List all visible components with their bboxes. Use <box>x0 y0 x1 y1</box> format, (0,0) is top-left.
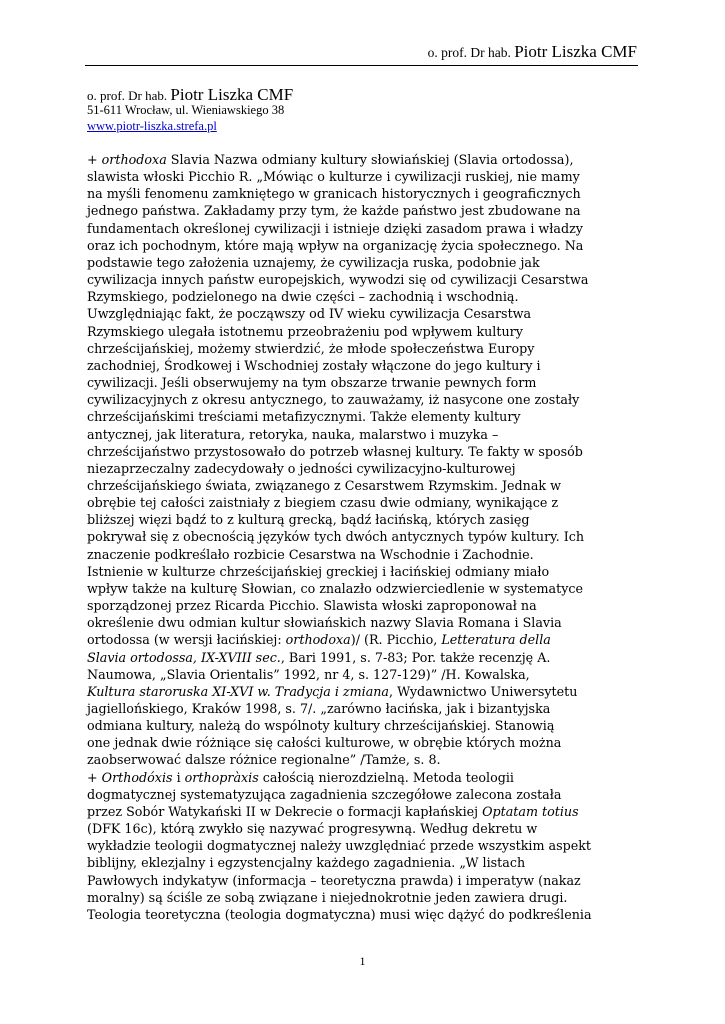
italic-text: orthodoxa <box>285 632 351 648</box>
text-line <box>87 237 638 254</box>
text-segment: jagiellońskiego, Kraków 1998, s. 7/. „zarówno łacińska, jak i bizantyjska <box>87 701 551 716</box>
text-line <box>87 305 638 322</box>
text-line <box>87 168 638 185</box>
text-segment: + <box>87 152 102 167</box>
text-segment: chrześcijańskimi treściami metafizycznymi. Także elementy kultury <box>87 409 521 425</box>
italic-text: Kultura staroruska XI-XVI w. Tradycja i zmiana <box>87 683 389 699</box>
text-segment: wykładzie teologii dogmatycznej należy uwzględniać przede wszystkim aspekt <box>87 838 592 854</box>
text-segment: one jednak dwie różniące się całości kulturowe, w obrębie których można <box>87 735 562 751</box>
text-line <box>87 254 638 271</box>
running-header <box>428 42 637 62</box>
italic-text: orthopràxis <box>184 769 259 785</box>
text-segment: antycznej, jak literatura, retoryka, nauka, malarstwo i muzyka – <box>87 426 499 442</box>
text-line <box>87 391 638 408</box>
author-prefix: o. prof. Dr hab. <box>87 88 168 103</box>
author-address: 51-611 Wrocław, ul. Wieniawskiego 38 <box>87 103 285 117</box>
text-line <box>87 443 638 460</box>
text-segment: dogmatycznej systematyzująca zagadnienia szczegółowe zalecona została <box>87 786 562 802</box>
text-segment: , Wydawnictwo Uniwersytetu <box>389 683 578 699</box>
text-segment: Rzymskiego ulegała istotnemu przeobrażeniu pod wpływem kultury <box>87 323 523 339</box>
header-prefix: o. prof. Dr hab. <box>427 45 511 60</box>
text-segment: jednego państwa. Zakładamy przy tym, że każde państwo jest zbudowane na <box>87 203 581 219</box>
text-segment: slawista włoski Picchio R. „Mówiąc o kulturze i cywilizacji ruskiej, nie mamy <box>87 169 580 185</box>
text-line <box>87 271 638 288</box>
text-segment: Naumowa, „Slavia Orientalis” 1992, nr 4, s. 127-129)” /H. Kowalska, <box>87 666 530 682</box>
text-line <box>87 717 638 734</box>
text-segment: chrześcijańskiego świata, związanego z Cesarstwem Rzymskim. Jednak w <box>87 477 561 493</box>
italic-text: orthodoxa <box>101 152 167 167</box>
italic-text: Slavia ortodossa, IX-XVIII sec. <box>87 649 281 665</box>
author-name: Piotr Liszka CMF <box>170 85 294 104</box>
text-segment: pokrywał się z obecnością języków tych dwóch antycznych typów kultury. Ich <box>87 529 585 545</box>
italic-text: Letteratura della <box>441 632 551 648</box>
text-line <box>87 649 638 666</box>
text-segment: sporządzonej przez Ricarda Picchio. Slawista włoski zaproponował na <box>87 598 537 614</box>
text-line <box>87 597 638 614</box>
text-segment: cywilizacyjnych z okresu antycznego, to zauważamy, iż nasycone one zostały <box>87 392 580 408</box>
text-line <box>87 408 638 425</box>
text-line <box>87 460 638 477</box>
text-line <box>87 631 638 648</box>
text-line <box>87 340 638 357</box>
italic-text: Orthodóxis <box>101 769 173 785</box>
italic-text: Optatam totius <box>482 803 579 819</box>
text-segment: ortodossa (w wersji łacińskiej: <box>87 632 286 648</box>
text-segment: przez Sobór Watykański II w Dekrecie o formacji kapłańskiej <box>87 803 483 819</box>
page-number: 1 <box>359 954 366 968</box>
text-segment: zachodniej, Środkowej i Wschodniej zostały włączone do jego kultury i <box>87 357 541 373</box>
text-segment: cywilizacji. Jeśli obserwujemy na tym obszarze trwanie pewnych form <box>87 375 537 391</box>
text-segment: chrześcijańskiej, możemy stwierdzić, że młode społeczeństwa Europy <box>87 340 535 356</box>
text-line <box>87 580 638 597</box>
text-line <box>87 151 638 168</box>
text-segment: chrześcijaństwo przystosowało do potrzeb własnej kultury. Te fakty w sposób <box>87 443 583 459</box>
text-line <box>87 666 638 683</box>
text-segment: , Bari 1991, s. 7-83; Por. także recenzję A. <box>280 649 551 665</box>
header-divider <box>85 65 638 66</box>
text-segment: zaobserwować dalsze różnice regionalne” /Tamże, s. 8. <box>87 752 441 768</box>
text-line <box>87 357 638 374</box>
text-segment: bliższej więzi bądź to z kulturą grecką, bądź łacińską, których zasięg <box>87 512 530 528</box>
text-segment: podstawie tego założenia uznajemy, że cywilizacja ruska, podobnie jak <box>87 254 540 270</box>
text-line <box>87 700 638 717</box>
text-line <box>87 614 638 631</box>
text-line <box>87 734 638 751</box>
text-segment: cywilizacja innych państw europejskich, wywodzi się od cywilizacji Cesarstwa <box>87 272 589 288</box>
text-segment: fundamentach określonej cywilizacji i istnieje dzięki zasadom prawa i władzy <box>87 220 583 236</box>
text-line <box>87 683 638 700</box>
text-line <box>87 220 638 237</box>
text-line <box>87 426 638 443</box>
text-segment: Istnienie w kulturze chrześcijańskiej greckiej i łacińskiej odmiany miało <box>87 563 550 579</box>
text-segment: Pawłowych indykatyw (informacja – teoretyczna prawda) i imperatyw (nakaz <box>87 872 581 888</box>
text-segment: oraz ich pochodnym, które mają wpływ na organizację życia społecznego. Na <box>87 237 584 253</box>
text-line <box>87 751 638 768</box>
text-line <box>87 323 638 340</box>
text-segment: obrębie tej całości zaistniały z biegiem czasu dwie odmiany, wynikające z <box>87 495 559 511</box>
text-segment: biblijny, eklezjalny i egzystencjalny każdego zagadnienia. „W listach <box>87 855 526 871</box>
text-line <box>87 494 638 511</box>
text-segment: )/ (R. Picchio, <box>350 632 442 648</box>
text-segment: moralny) są ściśle ze sobą związane i niejednokrotnie jeden zawiera drugi. <box>87 889 568 905</box>
text-line <box>87 769 638 786</box>
text-line <box>87 546 638 563</box>
text-line <box>87 477 638 494</box>
text-line <box>87 511 638 528</box>
text-segment: znaczenie podkreślało rozbicie Cesarstwa na Wschodnie i Zachodnie. <box>87 546 534 562</box>
text-line <box>87 786 638 803</box>
text-segment: na myśli fenomenu zamkniętego w granicach historycznych i geograficznych <box>87 186 581 202</box>
text-line <box>87 803 638 820</box>
text-segment: Slavia Nazwa odmiany kultury słowiańskiej (Slavia ortodossa), <box>166 152 574 167</box>
author-website-link[interactable]: www.piotr-liszka.strefa.pl <box>87 119 217 133</box>
text-segment: określenie dwu odmian kultur słowiańskich nazwy Slavia Romana i Slavia <box>87 615 562 631</box>
text-segment: całością nierozdzielną. Metoda teologii <box>258 769 514 785</box>
text-line <box>87 872 638 889</box>
author-block <box>87 87 293 134</box>
text-segment: Teologia teoretyczna (teologia dogmatyczna) musi więc dążyć do podkreślenia <box>87 906 592 922</box>
text-segment: i <box>172 769 185 785</box>
text-segment: odmiana kultury, należą do wspólnoty kultury chrześcijańskiej. Stanowią <box>87 718 555 734</box>
text-segment: Uwzględniając fakt, że począwszy od IV wieku cywilizacja Cesarstwa <box>87 306 532 322</box>
text-line <box>87 820 638 837</box>
text-segment: + <box>87 769 102 785</box>
text-line <box>87 563 638 580</box>
text-segment: niezaprzeczalny zadecydowały o jedności cywilizacyjno-kulturowej <box>87 460 516 476</box>
text-segment: Rzymskiego, podzielonego na dwie części – zachodnią i wschodnią. <box>87 289 519 305</box>
text-segment: (DFK 16c), którą zwykło się nazywać progresywną. Według dekretu w <box>87 821 538 837</box>
text-line <box>87 528 638 545</box>
text-line <box>87 854 638 871</box>
text-line <box>87 889 638 906</box>
body-text <box>87 151 638 923</box>
text-line <box>87 288 638 305</box>
header-name: Piotr Liszka CMF <box>514 42 637 61</box>
text-line <box>87 906 638 923</box>
text-line <box>87 185 638 202</box>
text-line <box>87 202 638 219</box>
text-line <box>87 374 638 391</box>
text-line <box>87 837 638 854</box>
text-segment: wpływ także na kulturę Słowian, co znalazło odzwierciedlenie w systematyce <box>87 580 583 596</box>
